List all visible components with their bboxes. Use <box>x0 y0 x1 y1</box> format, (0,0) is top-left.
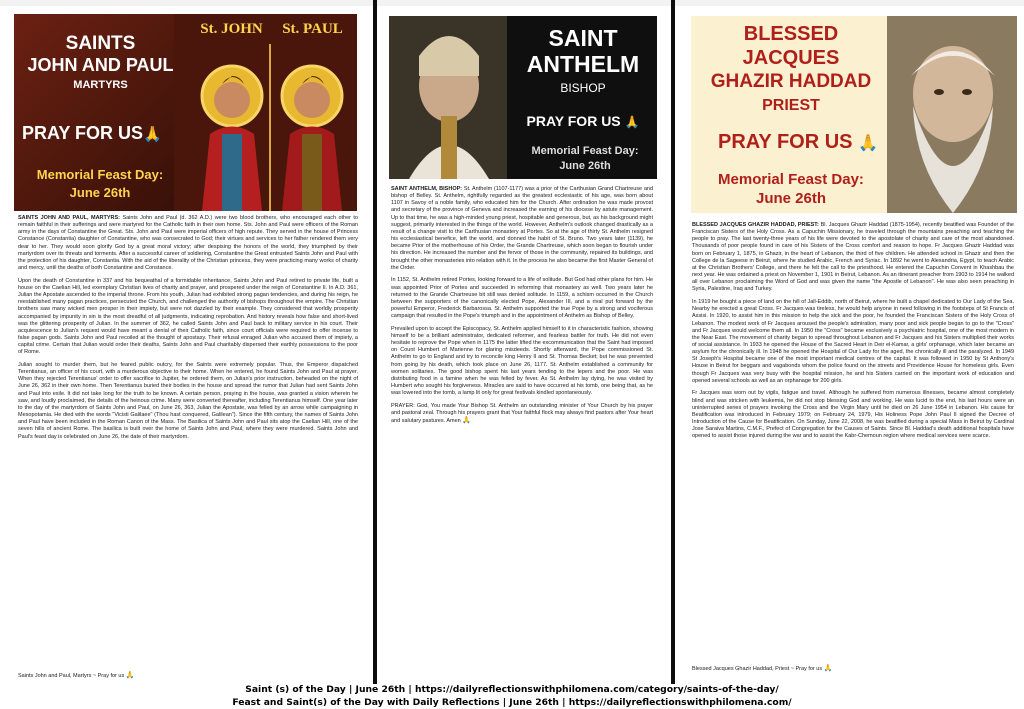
banner-title-line2: JOHN AND PAUL <box>27 55 174 75</box>
banner-title-line1: BLESSED <box>743 23 839 45</box>
praying-hands-icon: 🙏 <box>858 135 878 152</box>
article-paragraph-1-text: Saints John and Paul (d. 362 A.D.) were two blood brothers, who encouraged each other to remain faithful in their sufferings and were martyred for the Catholic faith in their own home. Sts. John and Paul were officers of the Roman army in the days of Constantine the Great. Sts. John and Paul were imperial officers of high repute. They served in the house of Princess Constance (Constantia) daughter of Constantine, who was consecrated to God; their virtues and services to her father rendered them very dear to her. They would soon glorify God by a great moral victory; after despising the honors of the world, they triumphed by their martyrdom over its threats and torments. After a successful career of soldiering, Constantine the Great entrusted Saints John and Paul with the protection of his daughter, Constantia. With the aid of the liberality of the Christian princess, they were practicing many works of charity and mercy, until the deaths of both Constantine and Constance. <box>18 215 358 272</box>
banner-feast-line1: Memorial Feast Day: <box>718 171 864 188</box>
label-st-john: St. JOHN <box>200 21 263 37</box>
praying-hands-icon: 🙏 <box>125 672 135 679</box>
article-paragraph-3: Julian sought to murder them, but he feared public outcry, for the Saints were extremely popular. Thus, the Emperor dispatched Terentianus, an officer of his court, with a murderous objective to their home. When he entered, he found Saints John and Paul at prayer. When they rejected Terentianus' order to offer sacrifice to Jupiter, he ordered them, on Julian's prior instruction, beheaded on the night of June 26, 362 in their own home. Then Terentianus buried their bodies in the house and spread the rumor that Julian had sent Saints John and Paul into exile. It did not take long for the truth to be known. A certain person, praying in the house, was granted a vision wherein he saw, and loudly proclaimed, the details of the heinous crime. Many were converted thereafter, including Terentianus himself. One year later to the day of the martyrdom of Saints John and Paul, on June 26, 363, Julian the Apostate, was felled by an arrow while campaigning in Mesopotamia. He died with the words "Vicisti Galilaee" (Thou hast conquered, Galilean"). Since the fifth century, the names of Saints John and Paul have been included in the Roman Canon of the Mass. The Basilica of Saints John and Paul sits atop the Caelian Hill, one of the seven hills of ancient Rome. The basilica is built over the home of Saints John and Paul, where they were murdered. Saints John and Paul's feast day is celebrated on June 26, the date of their martyrdom. <box>18 361 358 440</box>
closing-line-text: Saints John and Paul, Martyrs ~ Pray for us <box>18 673 125 679</box>
article-paragraph-2: In 1919 he bought a piece of land on the hill of Jall-Eddib, north of Beirut, where he built a chapel dedicated to Our Lady of the Sea. Nearby he erected a great Cross. Fr Jacques was tireless, he would help anyone in need following in the footsteps of St Francis of Assisi. In 1920, to assist him in this mission to help the sick and the poor, he founded the Franciscan Sisters of the Holy Cross of Lebanon. The modest work of Fr Jacques aroused the people's admiration, many poor and sick people began to go to the "Cross" and Fr Jacques would welcome them all. In 1950 the "Cross" became exclusively a psychiatric hospital, one of the most modern in the Near East. The movement of charity began to spread throughout Lebanon and Fr Jacques and his Sisters multiplied their works of social assistance. In 1933 he opened the House of the Sacred Heart in Deir el-Kamar, a girls' orphanage, which later became an asylum for the chronically ill. In 1948 he opened the Hospital of Our Lady for the aged, the chronically ill and the paralyzed. In 1949 St Joseph's Hospital became one of the most important medical centres of the capital. It was followed in 1950 by St Anthony's House in Beirut for beggars and vagabonds whom the police found on the streets and Providence House for homeless girls. Even though Fr Jacques was very busy with the hospital mission, he and his Sisters carried on the important work of education and opened several schools as well as an orphanage for 200 girls. <box>692 299 1014 384</box>
article-paragraph-1-text: St. Anthelm (1107-1177) was a prior of the Carthusian Grand Chartreuse and bishop of Belley. St. Anthelm, rightfully regarded as the greatest ecclesiastic of his age, was born about 1107 in Savoy of a noble family, who educated him for the Church. After ordination he was made provost and secretary of the province of Geneva and increased the earning of his diocese by astute management. Up to that time, he was a high-minded young priest, hospitable and generous, but, as his background might suggest, primarily interested in the things of the world. However, Anthelm's outlook changed drastically as a result of a change visit to the Carthusian monastery at Portes. So at the age of thirty St. Anthelm resigned his ecclesiastical benefice, left the world, and donned the habit of St. Bruno. Two years later (1139), he became Prior of the motherhouse of his Order, the Grande Chartreuse, which soon began to flourish under his direction. He increased the number and the fervor of those in the community, repaired its buildings, and brought the other monasteries into relation with it. In the process he also became the first Master General of the Order. <box>391 186 654 271</box>
praying-hands-icon: 🙏 <box>462 417 471 425</box>
label-st-paul: St. PAUL <box>282 21 343 37</box>
article-paragraph-2: In 1152, St. Anthelm retired Portes, looking forward to a life of solitude. But God had other plans for him. He was appointed Prior of Portes and succeeded in reforming that monastery as well. Two years later he returned to the Grande Chartreuse bit still was denied solitude. In 1159, a schism occurred in the Church between the supporters of the canonically elected Pope, Alexander III, and a rival put forward by the powerful Emperor, Frederick Barbarossa. St. Anthelm supported the true Pope by a strong and vociferous campaign that resulted in the Pope's triumph and in the appointment of Anthelm as Bishop of Belley. <box>391 277 653 320</box>
banner-subtitle: BISHOP <box>560 81 606 95</box>
banner-feast-line1: Memorial Feast Day: <box>36 167 164 182</box>
banner-subtitle: MARTYRS <box>73 79 128 91</box>
banner-feast-line2: June 26th <box>69 185 131 200</box>
banner-feast-line1: Memorial Feast Day: <box>531 145 639 157</box>
article-blessed-jacques <box>692 222 1014 446</box>
banner-feast-line2: June 26th <box>559 160 611 172</box>
pray-for-us-text: PRAY FOR US <box>718 131 853 153</box>
article-paragraph-3: Prevailed upon to accept the Episcopacy, St. Anthelm applied himself to it in characteristic fashion, showing himself to be a brilliant administrator, dedicated reformer, and fearless battler for truth. He did not even hesitate to reprove the Pope when in 1175 the latter lifted the excommunication that the Saint had imposed on Count Humbert of Marienne for glaring misdeeds. Shortly afterward, the Pope commissioned St. Anthelm to go to England and try to reconcile king Henry II and St. Thomas Becket; but he was prevented from going by his death, which took place on June 26, 1177. St. Anthelm established a community for women solitaries. The good bishop spent his last years tending to the lepers and the poor. He was distributing food in a famine when he was felled by fever. As St. Anthelm lay dying, he was visited by Humbert who sought his forgiveness. Miracles are said to have occurred at his tomb, one being that, as he was lowered into the tomb, a lamp lit only for great festivals kindled spontaneously. <box>391 325 653 397</box>
banner-saint-anthelm <box>389 16 657 179</box>
banner-title-line3: GHAZIR HADDAD <box>710 71 872 92</box>
banner-title-line2: ANTHELM <box>526 51 640 77</box>
praying-hands-icon: 🙏 <box>624 115 640 129</box>
praying-hands-icon: 🙏 <box>143 126 162 143</box>
banner-pray-for-us <box>693 132 903 153</box>
article-paragraph-prayer <box>391 403 653 425</box>
column-saints-john-and-paul <box>0 0 373 684</box>
article-saint-anthelm <box>391 186 653 431</box>
article-heading: SAINTS JOHN AND PAUL, MARTYRS: <box>18 215 121 221</box>
closing-line-text: Blessed Jacques Ghazir Haddad, Priest ~ Pray for us <box>692 666 823 672</box>
praying-hands-icon: 🙏 <box>823 665 833 672</box>
banner-title-line2: JACQUES <box>742 47 840 69</box>
banner-pray-for-us <box>509 114 657 129</box>
article-paragraph-1-text: Bl. Jacques Ghazir Haddad (1875-1954), recently beatified was Founder of the Franciscan Sisters of the Holy Cross. As a Capuchin Missionary, he traveled through the mountains preaching and teaching the people to pray. The last twenty-three years of his life were devoted to the apostolate of charity and care of the most abandoned. Thousands of poor people found in care of his Sisters of the Cross comfort and reason to hope. Fr Jacques Ghazir Haddad was born on February 1, 1875, in Ghazir, in the heart of Lebanon, the third of five children. He attended school in Ghazir and then the College de la Sageese in Beirut, where he studied Arabic, French and Syriac. In 1892 he went to Alexandria, Egypt, to teach Arabic at the Christian Brothers' College, and there he felt the call to the priesthood. He entered the Capuchin Convent in Khashbau the next year. He was ordained a priest on November 1, 1901 in Beirut, Lebanon. As an itinerant preacher from 1903 to 1914 he walked all over Lebanon proclaiming the Word of God and was given the name "the Apostle of Lebanon". He was also seen preaching in Syria, Palestine, Iraq and Turkey. <box>692 222 1014 293</box>
banner-pray-for-us <box>22 124 197 143</box>
column-saint-anthelm <box>377 0 671 684</box>
banner-subtitle: PRIEST <box>762 97 820 114</box>
article-heading: BLESSED JACQUES GHAZIR HADDAD, PRIEST: <box>692 222 819 228</box>
column-blessed-jacques-ghazir-haddad <box>675 0 1024 684</box>
article-paragraph-2: Upon the death of Constantine in 337 and his bequeathal of a formidable inheritance, Saints John and Paul retired to private life, built a house on the Caelian Hill, led exemplary Christian lives of charity and prayer, and prospered under the reign of Constantine II. In A.D. 361, Julian the Apostate ascended to the imperial throne. From his youth, Julian had exhibited strong pagan tendencies, and during his reign, he reestablished many pagan practices, persecuted the Church, and challenged the authority of bishops throughout the empire. The Christian brothers saw many wicked men prosper in their impiety, but were not dazzled by their example. They considered that worldly prosperity accompanied by impunity in sin is the most dreadful of all judgments, indicating reprobation. And history reveals how false and short-lived was the glittering prosperity of Julian. In the summer of 362, he called Saints John and Paul back to military service in his court. Their acquiescence to Julian's request would have meant a denial of their Catholic faith, since court officials were required to offer incense to false pagan gods. Saints John and Paul recoiled at the thought of apostasy. Their refusal enraged Julian who accused them of impiety, a capital crime. Certain that Julian would order their deaths, Saints John and Paul charitably dispersed their earthly possessions to the poor of Rome. <box>18 277 358 356</box>
article-paragraph-3: Fr Jacques was worn out by vigils, fatigue and travel. Although he suffered from numerous illnesses, became almost completely blind and was stricken with leukemia, he did not stop blessing God and working. He was lucid to the end, his last hours were an uninterrupted series of prayers invoking the Cross and the Virgin Mary until he died on 26 June 1954 in Lebanon. His cause for Beatification was introduced in February 1979; on February 24, 1979, His Holiness Pope John Paul II signed the Decree of Introduction of the Cause for Beatification. On Sunday, June 22, 2008, he was beatified during a special Mass in Beirut by Cardinal Jose Saraiva Martins, C.M.F., Prefect of Congregation for the Causes of Saints. Since Bl. Haddad's death additional hospitals have opened to assist those injured during the war and to assist the Kabr-Chemoun region where medical services were scarce. <box>692 390 1014 440</box>
banner-title-line1: SAINT <box>548 25 618 51</box>
article-paragraph-1 <box>18 215 358 272</box>
pray-for-us-text: PRAY FOR US <box>22 123 144 143</box>
article-saints-john-and-paul <box>18 215 358 446</box>
banner-blessed-jacques <box>691 16 1017 213</box>
footer-line-2: Feast and Saint(s) of the Day with Daily Reflections | June 26th | https://dailyreflectionswithphilomena.com/ <box>232 697 792 708</box>
closing-line <box>692 664 832 672</box>
footer-line-1: Saint (s) of the Day | June 26th | https://dailyreflectionswithphilomena.com/category/saints-of-the-day/ <box>245 684 779 695</box>
banner-title-line1: SAINTS <box>65 33 136 54</box>
article-paragraph-1 <box>692 222 1014 294</box>
banner-feast-line2: June 26th <box>755 190 827 207</box>
closing-line <box>18 671 134 679</box>
article-paragraph-1 <box>391 186 653 272</box>
prayer-text: PRAYER: God, You made Your Bishop St. Anthelm an outstanding minister of Your Church by his prayer and pastoral zeal. Through his prayers grant that Your faithful flock may always find pastors after Your heart and salutary pastures. Amen <box>391 402 653 425</box>
article-heading: SAINT ANTHELM, BISHOP: <box>391 186 463 192</box>
pray-for-us-text: PRAY FOR US <box>526 113 621 129</box>
banner-saints-john-and-paul <box>14 14 357 211</box>
